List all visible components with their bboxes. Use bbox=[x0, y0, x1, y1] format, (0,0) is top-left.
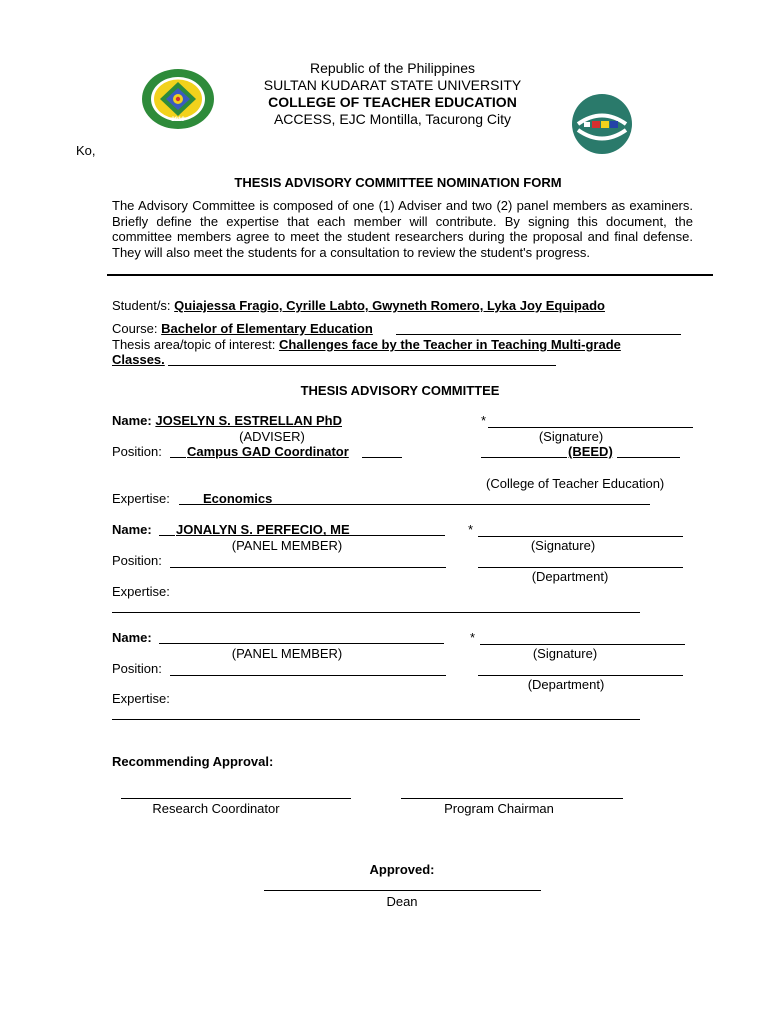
panel1-name-line[interactable] bbox=[176, 535, 445, 536]
adviser-department-value[interactable]: (BEED) bbox=[568, 444, 613, 459]
adviser-position-value[interactable]: Campus GAD Coordinator bbox=[187, 444, 349, 459]
dean-caption: Dean bbox=[386, 894, 418, 909]
adviser-position-lead bbox=[170, 457, 186, 458]
course-row bbox=[112, 321, 373, 336]
panel1-name-value[interactable]: JONALYN S. PERFECIO, ME bbox=[176, 522, 350, 537]
program-chairman-caption: Program Chairman bbox=[444, 801, 554, 816]
adviser-expertise-lead bbox=[179, 504, 203, 505]
adviser-position-row bbox=[112, 444, 162, 459]
panel1-signature-line[interactable] bbox=[478, 536, 683, 537]
adviser-asterisk: * bbox=[481, 413, 487, 428]
panel1-department-caption: (Department) bbox=[531, 569, 609, 584]
adviser-name-value[interactable]: JOSELYN S. ESTRELLAN PhD bbox=[155, 413, 342, 428]
panel1-position-line[interactable] bbox=[170, 567, 446, 568]
students-label: Student/s: bbox=[112, 298, 171, 313]
program-chairman-signature-line[interactable] bbox=[401, 798, 623, 799]
topic-fill-line[interactable] bbox=[168, 365, 556, 366]
approved-label: Approved: bbox=[369, 862, 435, 877]
course-label: Course: bbox=[112, 321, 158, 336]
adviser-role: (ADVISER) bbox=[239, 429, 305, 444]
panel2-expertise-line[interactable] bbox=[112, 719, 640, 720]
panel1-name-lead bbox=[159, 535, 175, 536]
adviser-expertise-label: Expertise: bbox=[112, 491, 170, 506]
panel2-position-line[interactable] bbox=[170, 675, 446, 676]
panel2-expertise-label: Expertise: bbox=[112, 691, 170, 706]
topic-row bbox=[112, 337, 621, 352]
panel2-asterisk: * bbox=[470, 630, 476, 645]
panel2-signature-caption: (Signature) bbox=[532, 646, 598, 661]
adviser-expertise-value[interactable]: Economics bbox=[203, 491, 273, 506]
adviser-department-caption: (College of Teacher Education) bbox=[486, 476, 665, 491]
header-address: ACCESS, EJC Montilla, Tacurong City bbox=[273, 111, 512, 127]
research-coordinator-signature-line[interactable] bbox=[121, 798, 351, 799]
adviser-name-row bbox=[112, 413, 342, 428]
panel2-name-label: Name: bbox=[112, 630, 152, 645]
intro-divider bbox=[107, 274, 713, 276]
topic-label: Thesis area/topic of interest: bbox=[112, 337, 276, 352]
topic-value-line1[interactable]: Challenges face by the Teacher in Teaching Multi-grade bbox=[278, 337, 621, 352]
research-coordinator-caption: Research Coordinator bbox=[152, 801, 280, 816]
adviser-signature-line[interactable] bbox=[488, 427, 693, 428]
students-value[interactable]: Quiajessa Fragio, Cyrille Labto, Gwyneth Romero, Lyka Joy Equipado bbox=[174, 298, 605, 313]
topic-value-line2[interactable]: Classes. bbox=[112, 352, 165, 367]
panel2-signature-line[interactable] bbox=[480, 644, 685, 645]
panel2-name-line[interactable] bbox=[159, 643, 444, 644]
adviser-position-trail bbox=[362, 457, 402, 458]
panel1-asterisk: * bbox=[468, 522, 474, 537]
adviser-position-label: Position: bbox=[112, 444, 162, 459]
adviser-expertise-line[interactable] bbox=[203, 504, 650, 505]
panel1-expertise-line[interactable] bbox=[112, 612, 640, 613]
seal-year: 2019 bbox=[171, 117, 185, 123]
adviser-department-trail bbox=[617, 457, 680, 458]
committee-title: THESIS ADVISORY COMMITTEE bbox=[300, 383, 500, 398]
college-logo bbox=[570, 93, 634, 155]
recommending-approval-label: Recommending Approval: bbox=[112, 754, 274, 769]
students-row bbox=[112, 298, 605, 313]
course-value[interactable]: Bachelor of Elementary Education bbox=[161, 321, 373, 336]
header-college: COLLEGE OF TEACHER EDUCATION bbox=[268, 94, 517, 110]
panel2-position-label: Position: bbox=[112, 661, 162, 676]
panel2-department-line[interactable] bbox=[478, 675, 683, 676]
panel1-name-label: Name: bbox=[112, 522, 152, 537]
panel1-signature-caption: (Signature) bbox=[530, 538, 596, 553]
form-title: THESIS ADVISORY COMMITTEE NOMINATION FORM bbox=[234, 175, 562, 190]
dean-signature-line[interactable] bbox=[264, 890, 541, 891]
course-fill-line[interactable] bbox=[396, 334, 681, 335]
panel1-expertise-label: Expertise: bbox=[112, 584, 170, 599]
panel2-role: (PANEL MEMBER) bbox=[231, 646, 343, 661]
adviser-name-label: Name: bbox=[112, 413, 152, 428]
header-university: SULTAN KUDARAT STATE UNIVERSITY bbox=[263, 77, 522, 93]
panel1-role: (PANEL MEMBER) bbox=[231, 538, 343, 553]
salutation: Ko, bbox=[76, 143, 96, 158]
adviser-signature-caption: (Signature) bbox=[538, 429, 604, 444]
adviser-department-lead bbox=[481, 457, 567, 458]
panel2-department-caption: (Department) bbox=[527, 677, 605, 692]
intro-paragraph: The Advisory Committee is composed of one (1) Adviser and two (2) panel members as examiners. Briefly define the expertise that each member will contribute. By signing this document, the committee members agree to meet the student researchers during the proposal and final defense. They will also meet the students for a consultation to review the student's progress. bbox=[112, 198, 693, 260]
panel1-position-label: Position: bbox=[112, 553, 162, 568]
header-republic: Republic of the Philippines bbox=[310, 60, 475, 76]
panel1-department-line[interactable] bbox=[478, 567, 683, 568]
